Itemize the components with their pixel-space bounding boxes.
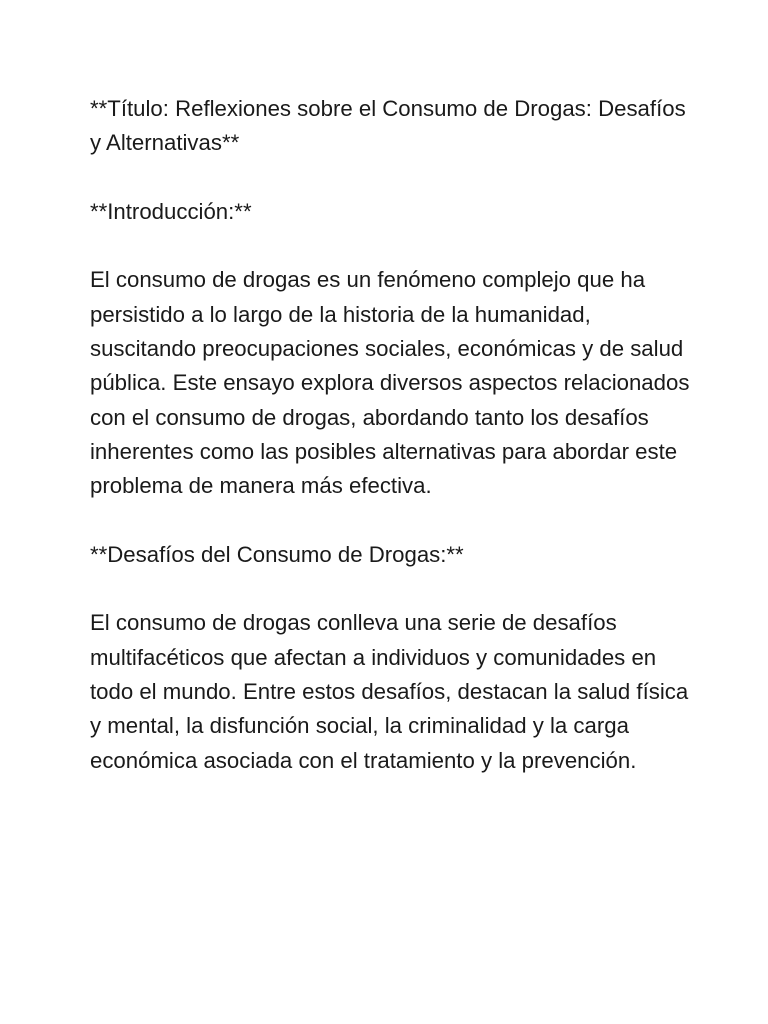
document-title: **Título: Reflexiones sobre el Consumo de Drogas: Desafíos y Alternativas** <box>90 96 686 156</box>
intro-paragraph: El consumo de drogas es un fenómeno complejo que ha persistido a lo largo de la historia de la humanidad, suscitando preocupaciones sociales, económicas y de salud pública. Este ensayo explora diversos aspectos relacionados con el consumo de drogas, abordando tanto los desafíos inherentes como las posibles alternativas para abordar este problema de manera más efectiva. <box>90 267 690 499</box>
spacer <box>90 161 690 195</box>
challenges-heading: **Desafíos del Consumo de Drogas:** <box>90 541 464 567</box>
document-page <box>90 92 690 778</box>
spacer <box>90 229 690 263</box>
spacer <box>90 504 690 538</box>
spacer <box>90 572 690 606</box>
challenges-paragraph: El consumo de drogas conlleva una serie de desafíos multifacéticos que afectan a individuos y comunidades en todo el mundo. Entre estos desafíos, destacan la salud física y mental, la disfunción social, la criminalidad y la carga económica asociada con el tratamiento y la prevención. <box>90 610 689 773</box>
intro-heading: **Introducción:** <box>90 198 252 224</box>
